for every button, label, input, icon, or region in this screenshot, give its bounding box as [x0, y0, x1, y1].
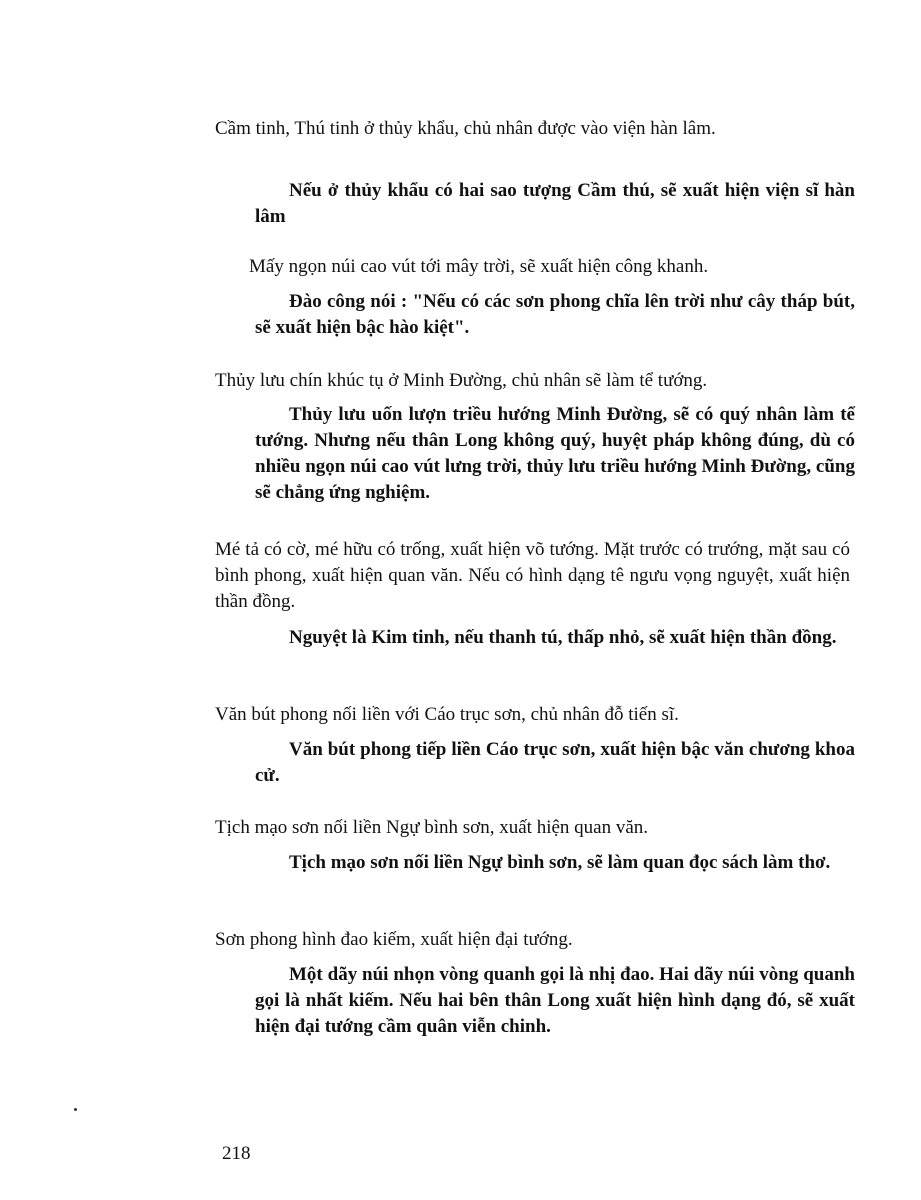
comment-paragraph-7: Một dãy núi nhọn vòng quanh gọi là nhị đao. Hai dãy núi vòng quanh gọi là nhất kiếm. Nếu hai bên thân Long xuất hiện hình dạng đó, sẽ xuất hiện đại tướng cầm quân viễn chinh. — [255, 964, 855, 1037]
main-paragraph-2: Mấy ngọn núi cao vút tới mây trời, sẽ xuất hiện công khanh. — [249, 256, 709, 277]
comment-paragraph-6: Tịch mạo sơn nối liền Ngự bình sơn, sẽ làm quan đọc sách làm thơ. — [289, 852, 831, 873]
main-paragraph-7: Sơn phong hình đao kiếm, xuất hiện đại tướng. — [215, 929, 573, 950]
page-number: 218 — [222, 1143, 251, 1164]
main-paragraph-5: Văn bút phong nối liền với Cáo trục sơn, chủ nhân đỗ tiến sĩ. — [215, 704, 679, 725]
main-paragraph-4: Mé tả có cờ, mé hữu có trống, xuất hiện võ tướng. Mặt trước có trướng, mặt sau có bình phong, xuất hiện quan văn. Nếu có hình dạng tê ngưu vọng nguyệt, xuất hiện thần đồng. — [215, 539, 850, 612]
comment-paragraph-3: Thủy lưu uốn lượn triều hướng Minh Đường, sẽ có quý nhân làm tể tướng. Nhưng nếu thân Long không quý, huyệt pháp không đúng, dù có nhiều ngọn núi cao vút lưng trời, thủy lưu triều hướng Minh Đường, cũng sẽ chẳng ứng nghiệm. — [255, 404, 855, 503]
comment-paragraph-1: Nếu ở thủy khẩu có hai sao tượng Cầm thú, sẽ xuất hiện viện sĩ hàn lâm — [255, 180, 855, 227]
scan-speck — [74, 1108, 77, 1111]
main-paragraph-6: Tịch mạo sơn nối liền Ngự bình sơn, xuất hiện quan văn. — [215, 817, 649, 838]
comment-paragraph-2: Đào công nói : "Nếu có các sơn phong chĩa lên trời như cây tháp bút, sẽ xuất hiện bậc hào kiệt". — [255, 291, 855, 338]
main-paragraph-1: Cầm tinh, Thú tinh ở thủy khẩu, chủ nhân được vào viện hàn lâm. — [215, 118, 716, 139]
main-paragraph-3: Thủy lưu chín khúc tụ ở Minh Đường, chủ nhân sẽ làm tể tướng. — [215, 370, 708, 391]
comment-paragraph-4: Nguyệt là Kim tinh, nếu thanh tú, thấp nhỏ, sẽ xuất hiện thần đồng. — [289, 627, 837, 648]
comment-paragraph-5: Văn bút phong tiếp liền Cáo trục sơn, xuất hiện bậc văn chương khoa cử. — [255, 739, 855, 786]
